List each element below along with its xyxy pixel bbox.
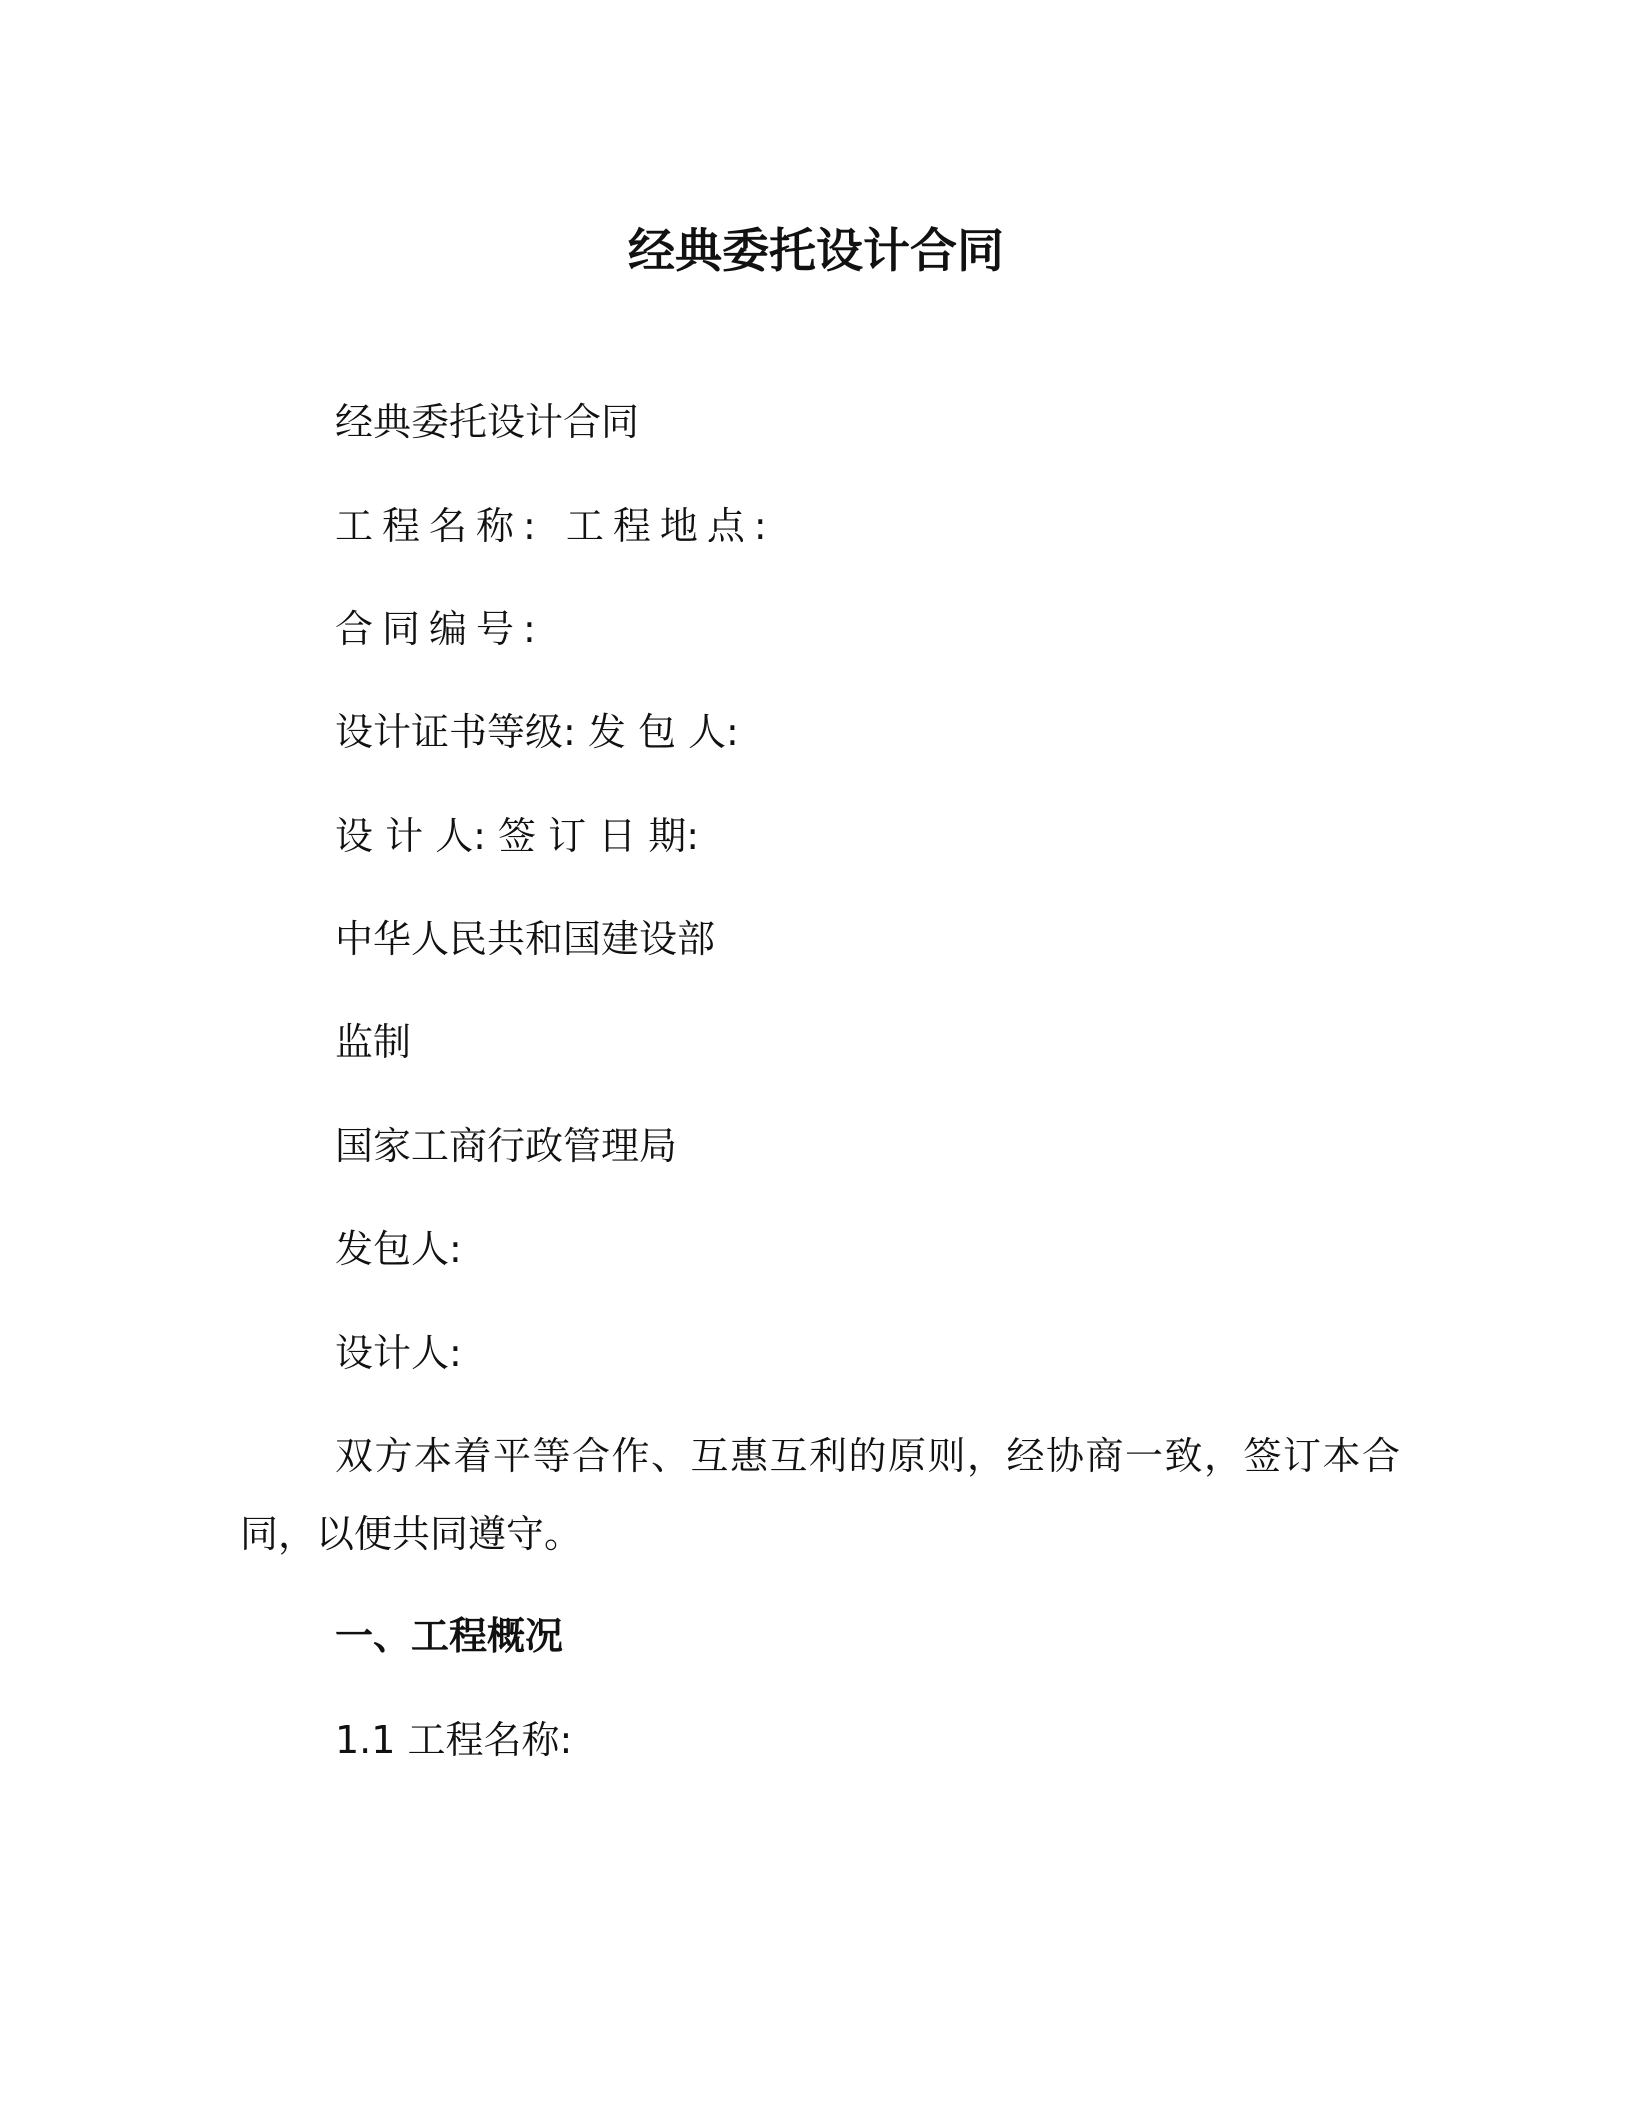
supervised-line: 监制	[335, 1020, 412, 1064]
ministry-line: 中华人民共和国建设部	[335, 917, 716, 961]
cert-level-client-line: 设计证书等级: 发 包 人:	[335, 710, 739, 754]
saic-line: 国家工商行政管理局	[335, 1124, 678, 1168]
contract-number-line: 合同编号:	[335, 607, 545, 651]
designer-line: 设计人:	[335, 1331, 462, 1375]
document-title: 经典委托设计合同	[628, 224, 1004, 279]
agreement-paragraph: 双方本着平等合作、互惠互利的原则，经协商一致，签订本合同，以便共同遵守。	[240, 1434, 1400, 1556]
designer-sign-date-line: 设 计 人: 签 订 日 期:	[335, 814, 700, 858]
project-name-location-line: 工程名称: 工程地点:	[335, 504, 776, 548]
subtitle-line: 经典委托设计合同	[335, 400, 640, 444]
client-line: 发包人:	[335, 1227, 462, 1271]
item-1-1-line: 1.1 工程名称:	[335, 1718, 573, 1762]
section-1-heading: 一、工程概况	[335, 1614, 564, 1658]
